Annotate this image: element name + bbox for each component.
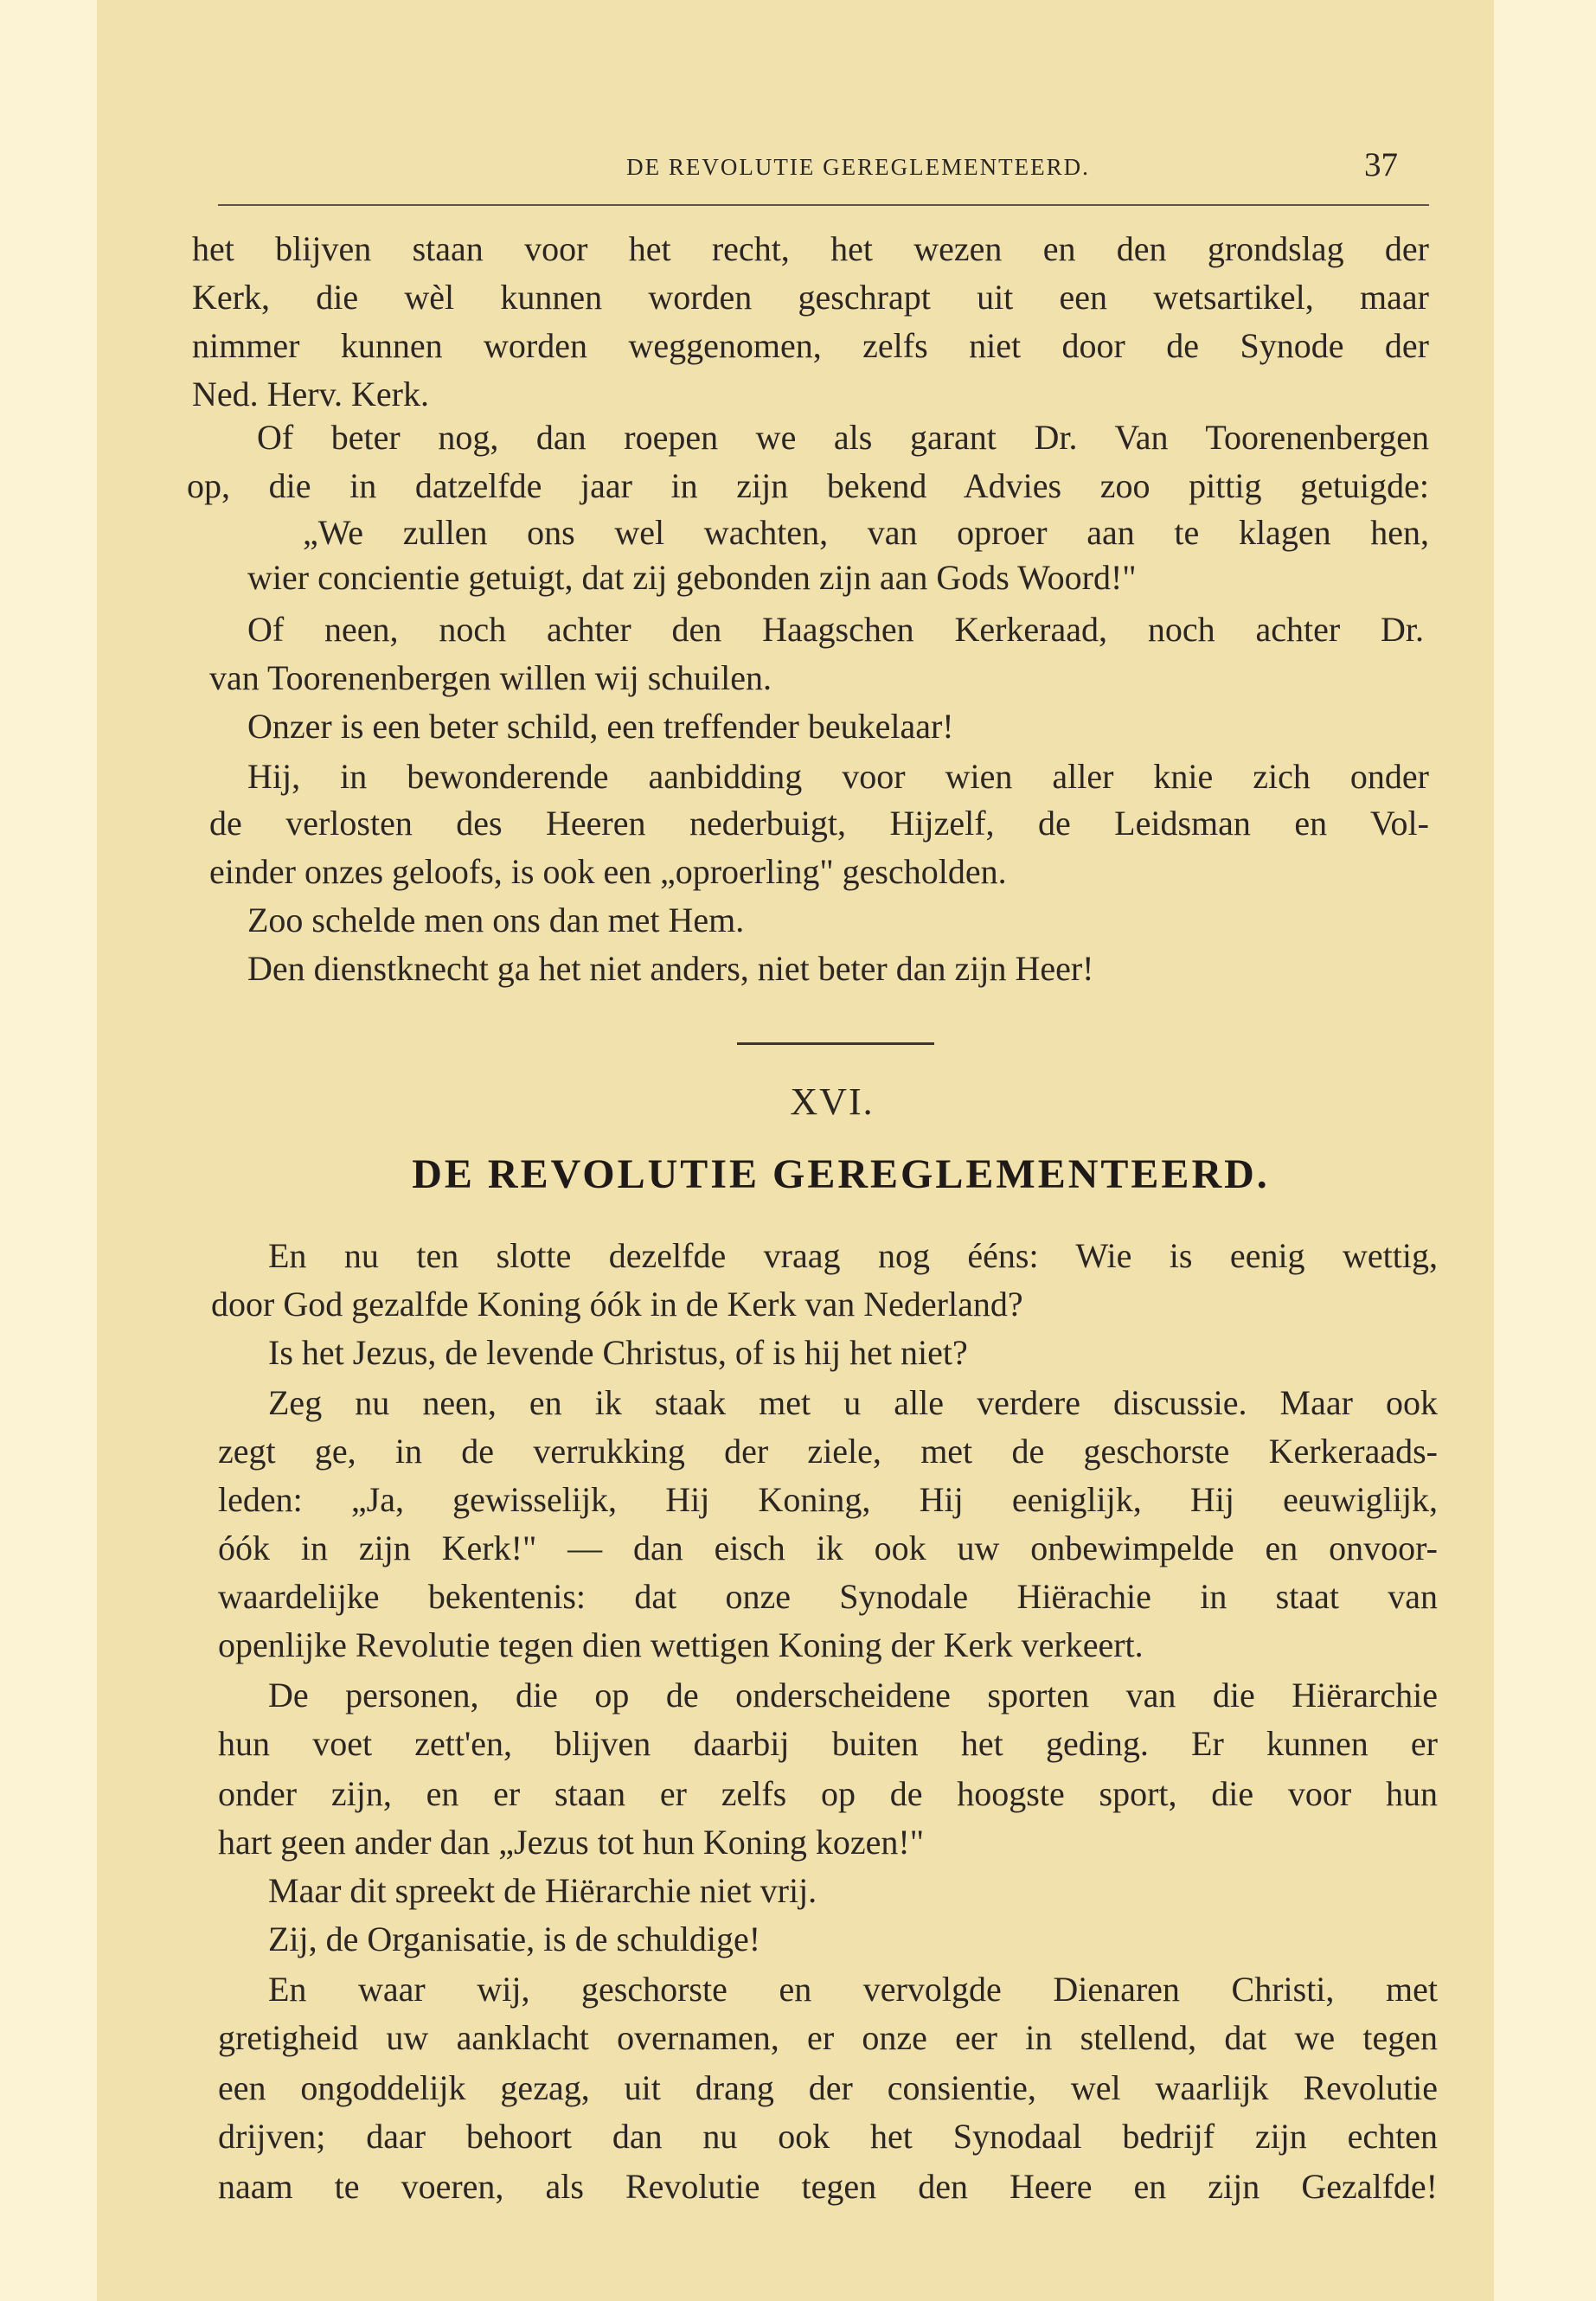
text-line: Zij, de Organisatie, is de schuldige! (268, 1920, 761, 1958)
text-line: Maar dit spreekt de Hiërarchie niet vrij. (268, 1871, 817, 1910)
text-line: op, die in datzelfde jaar in zijn bekend Advies zoo pittig getuigde: (187, 466, 1429, 505)
text-line: De personen, die op de onderscheidene sporten van die Hiërarchie (268, 1676, 1438, 1715)
text-line: hart geen ander dan „Jezus tot hun Koning kozen!" (218, 1823, 925, 1862)
text-line: zegt ge, in de verrukking der ziele, met de geschorste Kerkeraads- (218, 1432, 1438, 1471)
text-line: Hij, in bewonderende aanbidding voor wien aller knie zich onder (247, 757, 1429, 796)
text-line: de verlosten des Heeren nederbuigt, Hijzelf, de Leidsman en Vol- (209, 804, 1429, 843)
text-line: Den dienstknecht ga het niet anders, niet beter dan zijn Heer! (247, 949, 1094, 988)
text-line: Of beter nog, dan roepen we als garant Dr. Van Toorenenbergen (257, 418, 1429, 457)
text-line: Ned. Herv. Kerk. (192, 375, 429, 413)
text-line: Zeg nu neen, en ik staak met u alle verdere discussie. Maar ook (268, 1383, 1438, 1422)
section-number: XVI. (790, 1080, 875, 1123)
text-line: Zoo schelde men ons dan met Hem. (247, 901, 745, 939)
text-line: gretigheid uw aanklacht overnamen, er onze eer in stellend, dat we tegen (218, 2018, 1438, 2057)
text-line: waardelijke bekentenis: dat onze Synodale Hiërachie in staat van (218, 1577, 1438, 1616)
text-line: openlijke Revolutie tegen dien wettigen Koning der Kerk verkeert. (218, 1625, 1144, 1664)
section-title: DE REVOLUTIE GEREGLEMENTEERD. (412, 1151, 1270, 1197)
text-line: Is het Jezus, de levende Christus, of is hij het niet? (268, 1333, 968, 1372)
page-header (97, 145, 1494, 197)
page-number: 37 (1364, 146, 1398, 183)
text-line: óók in zijn Kerk!" — dan eisch ik ook uw onbewimpelde en onvoor- (218, 1529, 1438, 1567)
text-line: een ongoddelijk gezag, uit drang der consientie, wel waarlijk Revolutie (218, 2068, 1438, 2107)
text-line: leden: „Ja, gewisselijk, Hij Koning, Hij eeniglijk, Hij eeuwiglijk, (218, 1480, 1438, 1519)
text-line: En nu ten slotte dezelfde vraag nog ééns: Wie is eenig wettig, (268, 1236, 1438, 1275)
text-line: Kerk, die wèl kunnen worden geschrapt uit een wetsartikel, maar (192, 278, 1429, 317)
text-line: onder zijn, en er staan er zelfs op de hoogste sport, die voor hun (218, 1774, 1438, 1813)
book-page (97, 0, 1494, 2301)
text-line: En waar wij, geschorste en vervolgde Dienaren Christi, met (268, 1970, 1438, 2009)
text-line: einder onzes geloofs, is ook een „oproerling" gescholden. (209, 852, 1007, 891)
text-line: naam te voeren, als Revolutie tegen den Heere en zijn Gezalfde! (218, 2167, 1438, 2206)
text-line: het blijven staan voor het recht, het wezen en den grondslag der (192, 229, 1429, 268)
text-line: „We zullen ons wel wachten, van oproer aan te klagen hen, (303, 513, 1429, 552)
header-rule (218, 204, 1429, 206)
section-divider (737, 1042, 934, 1045)
running-title: DE REVOLUTIE GEREGLEMENTEERD. (626, 154, 1090, 180)
text-line: Of neen, noch achter den Haagschen Kerkeraad, noch achter Dr. (247, 610, 1424, 649)
text-line: nimmer kunnen worden weggenomen, zelfs niet door de Synode der (192, 326, 1429, 365)
text-line: Onzer is een beter schild, een treffender beukelaar! (247, 707, 954, 746)
text-line: door God gezalfde Koning óók in de Kerk van Nederland? (211, 1285, 1023, 1324)
text-line: drijven; daar behoort dan nu ook het Synodaal bedrijf zijn echten (218, 2117, 1438, 2156)
text-line: van Toorenenbergen willen wij schuilen. (209, 658, 772, 697)
text-line: hun voet zett'en, blijven daarbij buiten het geding. Er kunnen er (218, 1724, 1438, 1763)
text-line: wier concientie getuigt, dat zij gebonden zijn aan Gods Woord!" (247, 558, 1137, 597)
